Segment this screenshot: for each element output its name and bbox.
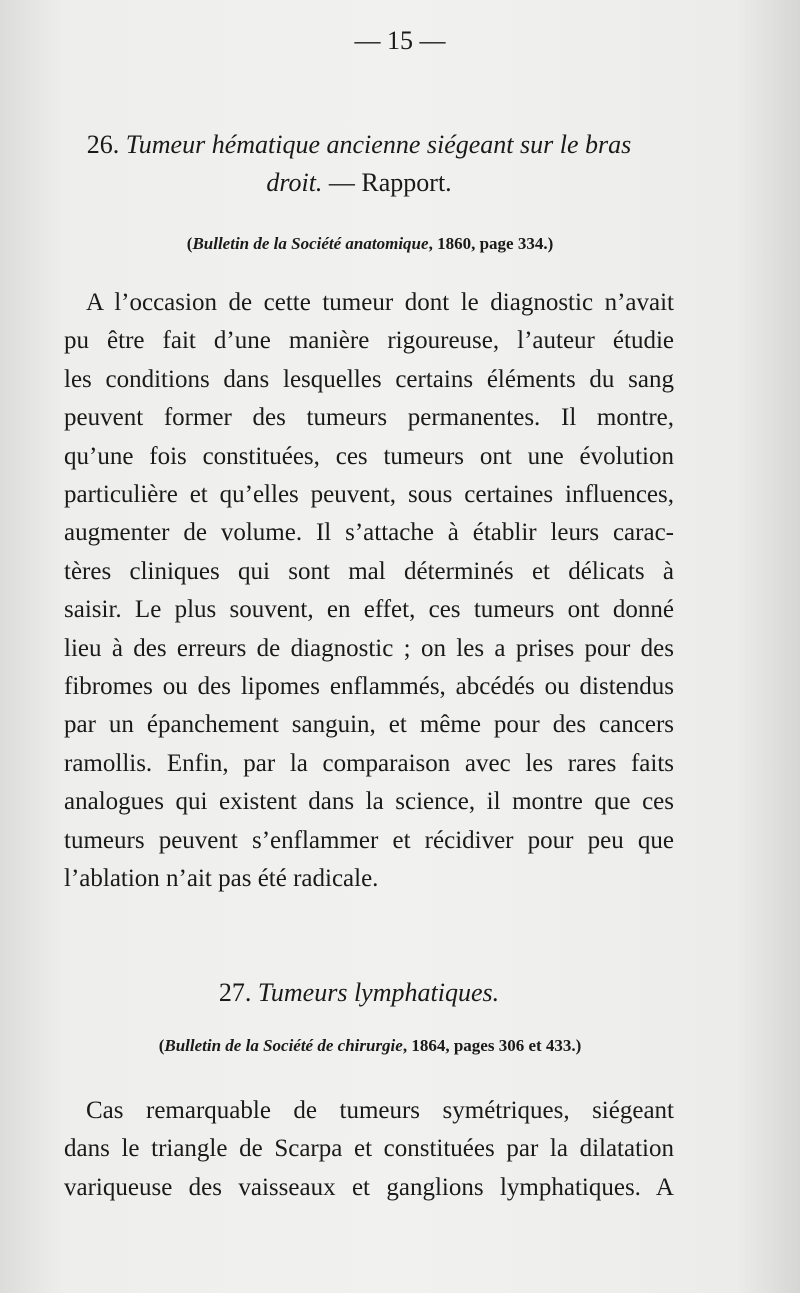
- section-26-body: [64, 284, 674, 899]
- text-line: A l’occasion de cette tumeur dont le diagnostic n’avait: [86, 289, 674, 316]
- text-line: Cas remarquable de tumeurs symétriques, siégeant: [86, 1097, 674, 1124]
- section-27-source-rest: , 1864, pages 306 et 433.): [402, 1036, 582, 1055]
- text-line: l’ablation n’ait pas été radicale.: [64, 865, 379, 893]
- section-26-title-italic-end: droit.: [266, 168, 323, 197]
- section-27-source-journal: Bulletin de la Société de chirurgie: [164, 1036, 403, 1055]
- text-line: tumeurs peuvent s’enflammer et récidiver pour peu que: [64, 826, 674, 854]
- text-line: par un épanchement sanguin, et même pour des cancers: [64, 711, 674, 739]
- text-line: ramollis. Enfin, par la comparaison avec les rares faits: [64, 749, 674, 777]
- section-26-source-open: (: [186, 234, 193, 253]
- text-line: peuvent former des tumeurs permanentes. Il montre,: [64, 404, 674, 432]
- section-26-source-rest: , 1860, page 334.): [428, 234, 554, 253]
- section-27-title: Tumeurs lymphatiques.: [257, 978, 500, 1007]
- text-line: variqueuse des vaisseaux et ganglions lymphatiques. A: [64, 1173, 674, 1201]
- text-line: analogues qui existent dans la science, il montre que ces: [64, 788, 674, 816]
- section-27-source: [60, 1036, 680, 1056]
- section-26-title-suffix: — Rapport.: [322, 168, 452, 197]
- text-line: augmenter de volume. Il s’attache à établir leurs carac-: [64, 519, 674, 547]
- page-number: — 15 —: [354, 26, 446, 55]
- text-line: dans le triangle de Scarpa et constituées par la dilatation: [64, 1135, 674, 1163]
- text-line: particulière et qu’elles peuvent, sous certaines influences,: [64, 481, 674, 509]
- text-line: tères cliniques qui sont mal déterminés et délicats à: [64, 557, 674, 585]
- text-line: saisir. Le plus souvent, en effet, ces tumeurs ont donné: [64, 596, 674, 624]
- section-26-source: [60, 234, 680, 254]
- section-27-number: 27.: [218, 978, 252, 1007]
- text-line: qu’une fois constituées, ces tumeurs ont une évolution: [64, 442, 674, 470]
- text-line: fibromes ou des lipomes enflammés, abcédés ou distendus: [64, 673, 674, 701]
- section-26-number: 26.: [86, 130, 120, 159]
- section-27-body: [64, 1092, 674, 1207]
- text-line: pu être fait d’une manière rigoureuse, l’auteur étudie: [64, 327, 674, 355]
- section-26-source-journal: Bulletin de la Société anatomique: [192, 234, 429, 253]
- text-line: les conditions dans lesquelles certains éléments du sang: [64, 365, 674, 393]
- text-line: lieu à des erreurs de diagnostic ; on les a prises pour des: [64, 634, 674, 662]
- section-26-heading: [64, 126, 654, 202]
- section-27-heading: [64, 974, 654, 1012]
- section-26-title-line1: Tumeur hématique ancienne siégeant sur le bras: [125, 130, 632, 159]
- section-27-source-open: (: [158, 1036, 165, 1055]
